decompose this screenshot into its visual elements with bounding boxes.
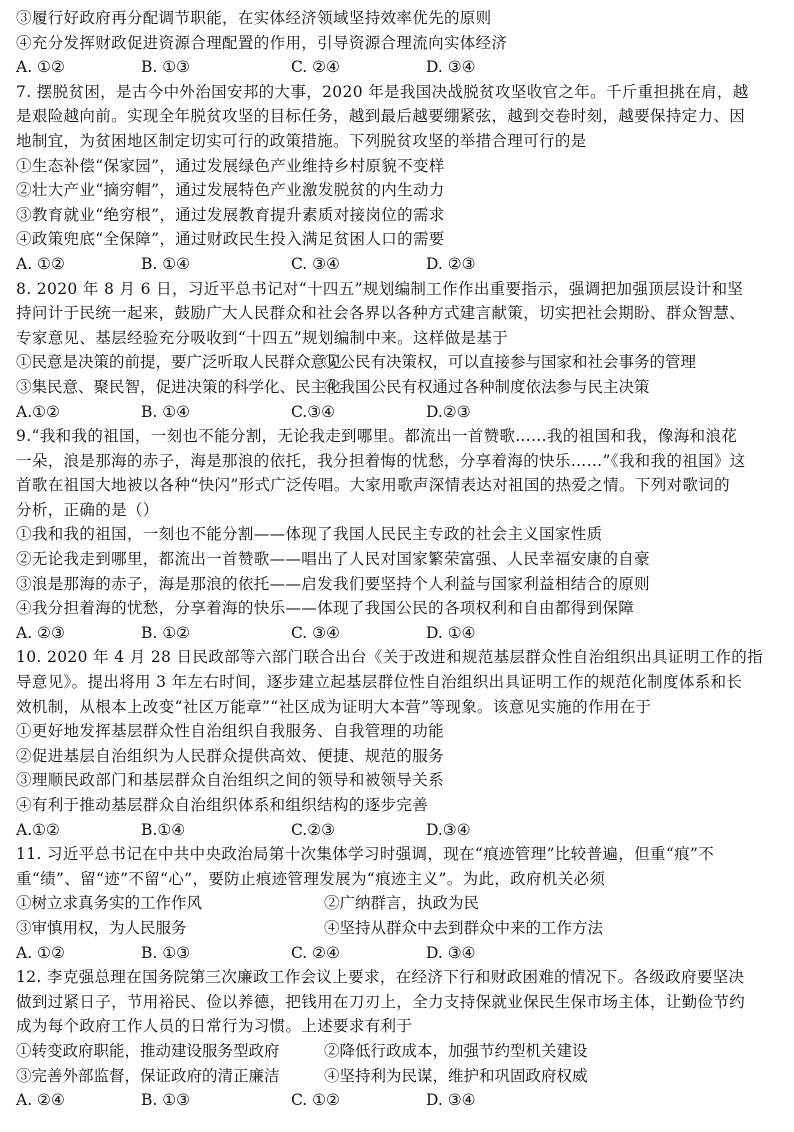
q8-option-4: ④我国公民有权通过各种制度依法参与民主决策 — [324, 377, 650, 396]
q10-stem-line: 导意见》。提出将用 3 年左右时间，逐步建立起基层群位性自治组织出具证明工作的规范化制度体系和长 — [16, 673, 743, 692]
q9-choice-b: B. ①② — [141, 623, 191, 642]
q9-option-2: ②无论我走到哪里，都流出一首赞歌——唱出了人民对国家繁荣富强、人民幸福安康的自豪 — [16, 550, 651, 569]
q7-stem-line: 7. 摆脱贫困，是古今中外治国安邦的大事，2020 年是我国决战脱贫攻坚收官之年。千斤重担挑在肩，越 — [16, 82, 749, 101]
q9-choice-a: A. ②③ — [16, 623, 65, 642]
q10-choice-a: A.①② — [16, 820, 60, 839]
q8-stem-line: 8. 2020 年 8 月 6 日，习近平总书记对“十四五”规划编制工作作出重要指示，强调把加强顶层设计和坚 — [16, 279, 744, 298]
q7-choice-d: D. ②③ — [426, 254, 476, 273]
q12-choice-b: B. ①③ — [141, 1091, 191, 1110]
q10-choice-c: C.②③ — [291, 820, 336, 839]
q11-stem-line: 重“绩”、留“迹”不留“心”，要防止痕迹管理发展为“痕迹主义”。为此，政府机关必须 — [16, 869, 606, 888]
q12-options-row — [16, 1064, 778, 1089]
q11-option-4: ④坚持从群众中去到群众中来的工作方法 — [324, 918, 604, 937]
q10-choices — [16, 818, 778, 843]
q11-choice-c: C. ②④ — [291, 943, 340, 962]
q8-stem-line: 持问计于民统一起来，鼓励广大人民群众和社会各界以各种方式建言献策，切实把社会期盼、群众智慧、 — [16, 304, 746, 323]
q10-choice-b: B.①④ — [141, 820, 186, 839]
q12-stem-line: 12. 李克强总理在国务院第三次廉政工作会议上要求，在经济下行和财政困难的情况下。各级政府要坚决 — [16, 968, 745, 987]
q8-choice-d: D.②③ — [426, 402, 471, 421]
q12-option-4: ④坚持利为民谋，维护和巩固政府权威 — [324, 1066, 588, 1085]
q11-stem-line: 11. 习近平总书记在中共中央政治局第十次集体学习时强调，现在“痕迹管理”比较普遍，但重“痕”不 — [16, 845, 715, 864]
q6-option-3: ③履行好政府再分配调节职能，在实体经济领域坚持效率优先的原则 — [16, 9, 492, 27]
q12-choices — [16, 1088, 778, 1113]
q9-choice-d: D. ①④ — [426, 623, 476, 642]
q8-options-row — [16, 375, 778, 400]
q11-choice-b: B. ①③ — [141, 943, 191, 962]
q8-option-1: ①民意是决策的前提，要广泛听取人民群众意见 — [16, 353, 342, 372]
q7-option-2: ②壮大产业“摘穷帽”，通过发展特色产业激发脱贫的内生动力 — [16, 181, 445, 200]
q10-stem-line: 10. 2020 年 4 月 28 日民政部等六部门联合出台《关于改进和规范基层群众性自治组织出具证明工作的指 — [16, 648, 763, 667]
q12-choice-c: C. ①② — [291, 1091, 340, 1110]
q11-option-3: ③审慎用权，为人民服务 — [16, 918, 187, 937]
q10-option-1: ①更好地发挥基层群众性自治组织自我服务、自我管理的功能 — [16, 722, 444, 741]
q6-choice-a: A. ①② — [16, 58, 65, 77]
q9-option-3: ③浪是那海的赤子，海是那浪的依托——启发我们要坚持个人利益与国家利益相结合的原则 — [16, 574, 651, 593]
q9-stem-line: 分析，正确的是（） — [16, 500, 159, 519]
q9-choices — [16, 621, 778, 646]
q7-stem-line: 是艰险越向前。实现全年脱贫攻坚的目标任务，越到最后越要绷紧弦，越到交卷时刻，越要保持定力、因 — [16, 107, 746, 126]
q11-choice-d: D. ③④ — [426, 943, 476, 962]
q6-choices — [16, 55, 778, 80]
q6-choice-c: C. ②④ — [291, 58, 340, 77]
q11-option-2: ②广纳群言，执政为民 — [324, 894, 480, 913]
q8-choices — [16, 400, 778, 425]
q7-option-4: ④政策兜底“全保障”，通过财政民生投入满足贫困人口的需要 — [16, 230, 445, 249]
q9-stem-line: 一朵，浪是那海的赤子，海是那浪的依托，我分担着悔的忧愁，分享着海的快乐……”《我和我的祖国》这 — [16, 451, 746, 470]
q12-choice-a: A. ②④ — [16, 1091, 65, 1110]
q10-choice-d: D.③④ — [426, 820, 471, 839]
q6-choice-b: B. ①③ — [141, 58, 191, 77]
q7-option-1: ①生态补偿“保家园”，通过发展绿色产业维持乡村原貌不变样 — [16, 156, 445, 175]
q7-choice-b: B. ①④ — [141, 254, 191, 273]
q11-options-row — [16, 916, 778, 941]
q9-stem-line: 首歌在祖国大地被以各种“快闪”形式广泛传唱。大家用歌声深情表达对祖国的热爱之情。下列对歌词的 — [16, 476, 730, 495]
q10-option-4: ④有利于推动基层群众自治组织体系和组织结构的逐步完善 — [16, 796, 429, 814]
q11-option-1: ①树立求真务实的工作作风 — [16, 894, 203, 913]
q7-stem-line: 地制宜，为贫困地区制定切实可行的政策措施。下列脱贫攻坚的举措合理可行的是 — [16, 131, 587, 150]
q8-option-3: ③集民意、聚民智，促进决策的科学化、民主化 — [16, 377, 342, 396]
q11-options-row — [16, 891, 778, 916]
q12-options-row — [16, 1039, 778, 1064]
q7-option-3: ③教育就业“绝穷根”，通过发展教育提升素质对接岗位的需求 — [16, 205, 445, 224]
q10-option-3: ③理顺民政部门和基层群众自治组织之间的领导和被领导关系 — [16, 771, 444, 790]
q7-choice-a: A. ①② — [16, 254, 65, 273]
q6-option-4: ④充分发挥财政促进资源合理配置的作用，引导资源合理流向实体经济 — [16, 33, 508, 52]
q12-stem-line: 成为每个政府工作人员的日常行为习惯。上述要求有利于 — [16, 1017, 413, 1036]
q10-stem-line: 效机制，从根本上改变“社区万能章”“社区成为证明大本营”等现象。该意见实施的作用在于 — [16, 697, 652, 716]
q12-option-1: ①转变政府职能，推动建设服务型政府 — [16, 1041, 280, 1060]
q12-choice-d: D. ③④ — [426, 1091, 476, 1110]
q12-option-3: ③完善外部监督，保证政府的清正廉洁 — [16, 1066, 280, 1085]
q8-options-row — [16, 350, 778, 375]
q9-option-1: ①我和我的祖国，一刻也不能分割——体现了我国人民民主专政的社会主义国家性质 — [16, 525, 603, 544]
q8-choice-c: C.③④ — [291, 402, 336, 421]
q10-option-2: ②促进基层自治组织为人民群众提供高效、便捷、规范的服务 — [16, 746, 444, 765]
q7-choices — [16, 252, 778, 277]
q9-option-4: ④我分担着海的忧愁，分享着海的快乐——体现了我国公民的各项权利和自由都得到保障 — [16, 599, 635, 618]
q8-choice-b: B. ①④ — [141, 402, 191, 421]
q9-stem-line: 9.“我和我的祖国，一刻也不能分割，无论我走到哪里。都流出一首赞歌……我的祖国和我，像海和浪花 — [16, 427, 738, 446]
q7-choice-c: C. ③④ — [291, 254, 340, 273]
q11-choices — [16, 941, 778, 966]
q6-choice-d: D. ③④ — [426, 58, 476, 77]
q8-option-2: ②公民有决策权，可以直接参与国家和社会事务的管理 — [324, 353, 697, 372]
q8-stem-line: 专家意见、基层经验充分吸收到“十四五”规划编制中来。这样做是基于 — [16, 328, 509, 347]
q12-stem-line: 做到过紧日子，节用裕民、俭以养德，把钱用在刀刃上，全力支持保就业保民生保市场主体，让勤俭节约 — [16, 992, 746, 1011]
q11-choice-a: A. ①② — [16, 943, 65, 962]
q9-choice-c: C. ③④ — [291, 623, 340, 642]
q8-choice-a: A.①② — [16, 402, 60, 421]
q12-option-2: ②降低行政成本，加强节约型机关建设 — [324, 1041, 588, 1060]
